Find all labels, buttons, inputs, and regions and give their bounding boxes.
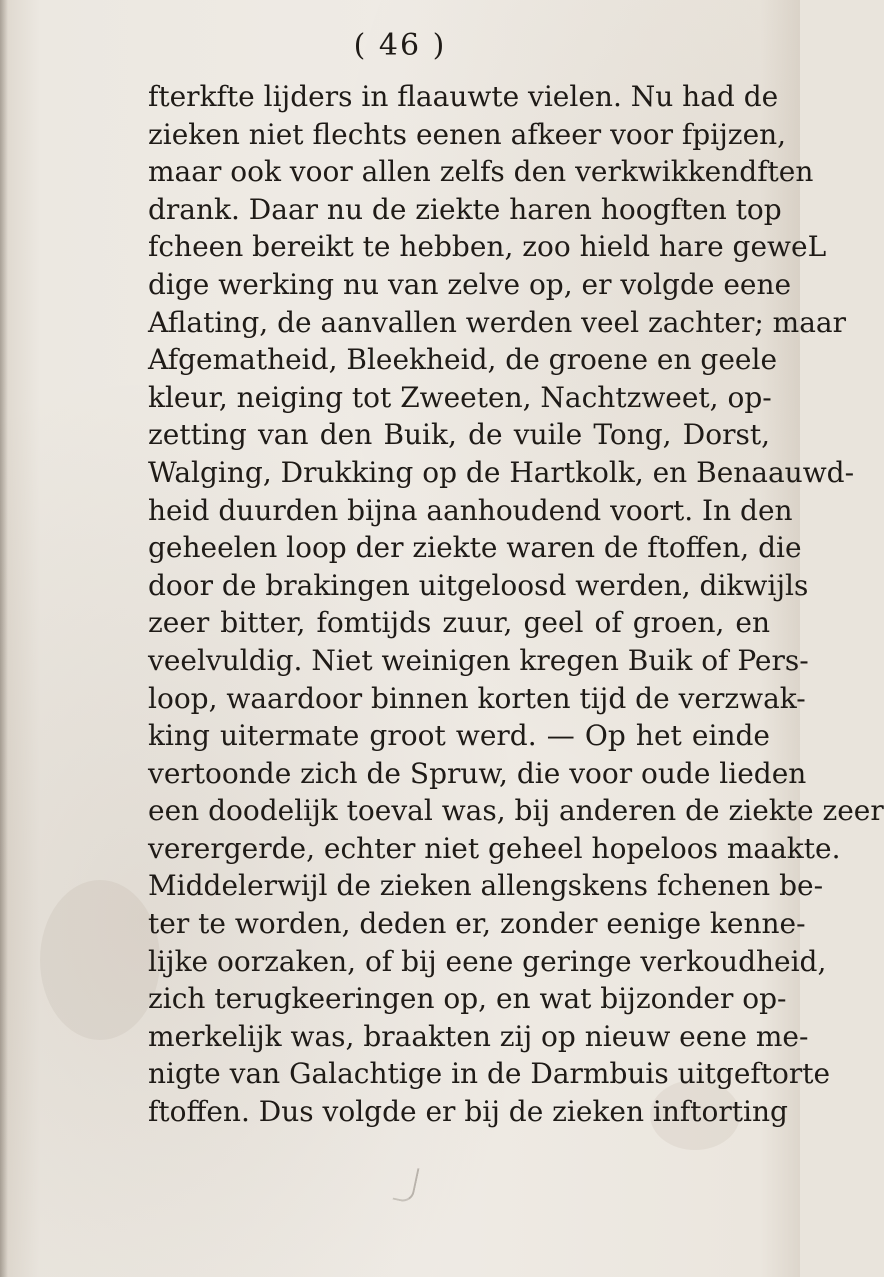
paper-stain: [40, 880, 160, 1040]
page-number-open-paren: (: [353, 28, 368, 63]
text-line: door de brakingen uitgeloosd werden, dikwijls: [148, 568, 809, 602]
text-line: een doodelijk toeval was, bij anderen de ziekte zeer: [148, 794, 884, 828]
text-line: nigte van Galachtige in de Darmbuis uitgeftorte: [148, 1057, 831, 1091]
text-line: kleur, neiging tot Zweeten, Nachtzweet, op-: [148, 380, 772, 414]
text-line: zieken niet flechts eenen afkeer voor fpijzen,: [148, 117, 787, 151]
text-line: veelvuldig. Niet weinigen kregen Buik of Pers-: [148, 643, 809, 677]
text-line: ftoffen. Dus volgde er bij de zieken inftorting: [148, 1095, 788, 1129]
text-line: heid duurden bijna aanhoudend voort. In den: [148, 493, 793, 527]
body-text: [148, 78, 884, 1131]
text-line: zich terugkeeringen op, en wat bijzonder op-: [148, 982, 787, 1016]
text-line: vertoonde zich de Spruw, die voor oude lieden: [148, 756, 807, 790]
page-number-value: 46: [378, 28, 422, 63]
text-line: geheelen loop der ziekte waren de ftoffen, die: [148, 531, 802, 565]
text-line: fcheen bereikt te hebben, zoo hield hare geweL: [148, 230, 827, 264]
text-line: dige werking nu van zelve op, er volgde eene: [148, 267, 792, 301]
text-line: fterkfte lijders in flaauwte vielen. Nu had de: [148, 80, 779, 113]
text-line: lijke oorzaken, of bij eene geringe verkoudheid,: [148, 944, 827, 978]
text-line: verergerde, echter niet geheel hopeloos maakte.: [148, 831, 841, 865]
text-line: Afgematheid, Bleekheid, de groene en geele: [148, 343, 778, 377]
page-number: [0, 26, 800, 66]
page-number-close-paren: ): [432, 28, 447, 63]
text-line: zetting van den Buik, de vuile Tong, Dorst,: [148, 418, 770, 452]
text-line: zeer bitter, fomtijds zuur, geel of groen, en: [148, 606, 770, 640]
text-line: Middelerwijl de zieken allengskens fchenen be-: [148, 869, 824, 903]
text-line: maar ook voor allen zelfs den verkwikkendften: [148, 155, 814, 189]
text-line: Aflating, de aanvallen werden veel zachter; maar: [148, 305, 846, 339]
text-line: ter te worden, deden er, zonder eenige kenne-: [148, 907, 806, 941]
text-line: drank. Daar nu de ziekte haren hoogften top: [148, 192, 782, 226]
ink-mark: [392, 1164, 419, 1203]
text-line: loop, waardoor binnen korten tijd de verzwak-: [148, 681, 806, 715]
text-line: king uitermate groot werd. — Op het einde: [148, 719, 770, 753]
text-line: merkelijk was, braakten zij op nieuw eene me-: [148, 1019, 809, 1053]
text-line: Walging, Drukking op de Hartkolk, en Benaauwd-: [148, 455, 855, 489]
page-gutter-shadow: [0, 0, 8, 1277]
